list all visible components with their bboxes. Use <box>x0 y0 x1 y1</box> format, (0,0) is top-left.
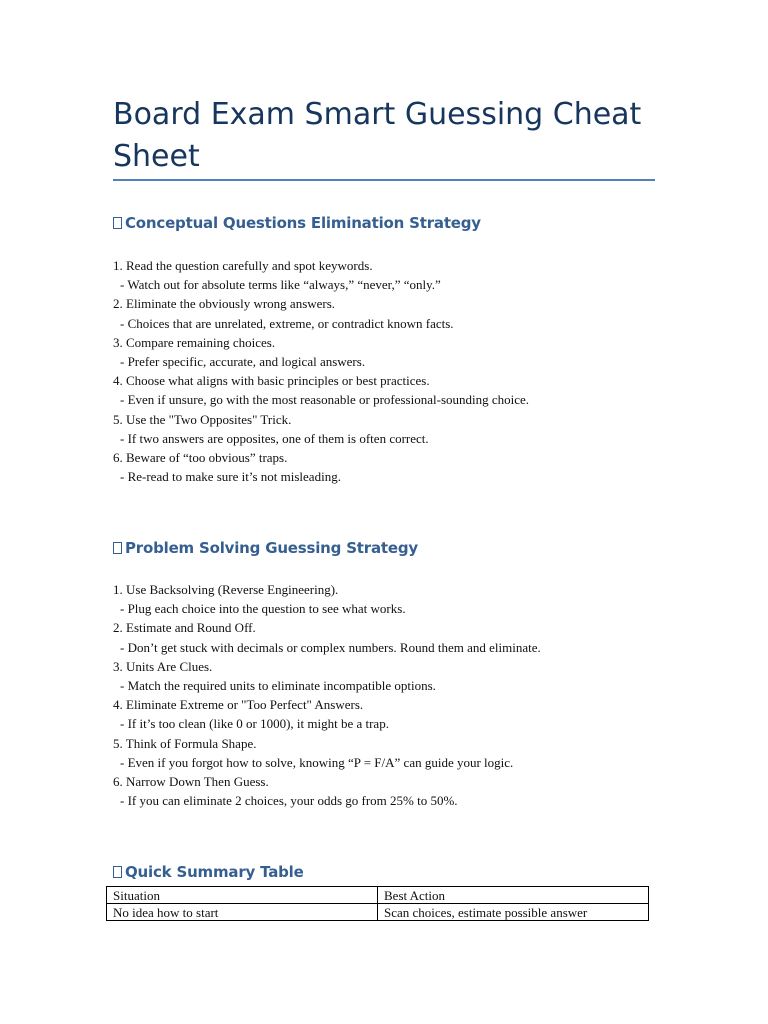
title-divider <box>113 179 655 181</box>
list-item-main: 1. Read the question carefully and spot keywords. <box>113 258 373 273</box>
section-heading-problem-solving <box>113 538 418 558</box>
list-item <box>113 448 529 486</box>
list-item <box>113 772 541 810</box>
list-item-sub: - Plug each choice into the question to see what works. <box>120 601 406 617</box>
list-item-sub: - If two answers are opposites, one of them is often correct. <box>120 430 429 446</box>
table-cell: Scan choices, estimate possible answer <box>378 904 649 921</box>
list-item-sub: - If it’s too clean (like 0 or 1000), it might be a trap. <box>120 716 389 732</box>
conceptual-strategy-list <box>113 256 529 486</box>
section-heading-text: Quick Summary Table <box>125 863 304 881</box>
section-heading-conceptual <box>113 213 481 233</box>
list-item-sub: - Match the required units to eliminate incompatible options. <box>120 678 436 694</box>
table-cell: No idea how to start <box>107 904 378 921</box>
list-item-sub: - Don’t get stuck with decimals or complex numbers. Round them and eliminate. <box>120 639 541 655</box>
list-item-sub: - Even if unsure, go with the most reasonable or professional-sounding choice. <box>120 392 530 408</box>
summary-table <box>106 886 649 921</box>
missing-glyph-icon <box>113 866 122 878</box>
list-item <box>113 410 529 448</box>
section-heading-summary <box>113 862 304 882</box>
missing-glyph-icon <box>113 217 122 229</box>
list-item <box>113 294 529 332</box>
list-item <box>113 618 541 656</box>
missing-glyph-icon <box>113 542 122 554</box>
list-item-main: 4. Eliminate Extreme or "Too Perfect" Answers. <box>113 697 364 713</box>
table-header-cell: Best Action <box>378 887 649 904</box>
list-item <box>113 580 541 618</box>
page-title: Board Exam Smart Guessing Cheat Sheet <box>113 97 642 174</box>
list-item-sub: - Re-read to make sure it’s not misleading. <box>120 469 341 485</box>
list-item-main: 3. Compare remaining choices. <box>113 334 276 350</box>
list-item-main: 3. Units Are Clues. <box>113 658 213 674</box>
list-item <box>113 333 529 371</box>
list-item-main: 6. Narrow Down Then Guess. <box>113 774 269 790</box>
table-header-cell: Situation <box>107 887 378 904</box>
list-item <box>113 371 529 409</box>
table-header-row <box>107 887 649 904</box>
section-heading-text: Conceptual Questions Elimination Strategy <box>125 214 481 232</box>
list-item <box>113 256 529 294</box>
list-item <box>113 657 541 695</box>
list-item-sub: - Even if you forgot how to solve, knowing “P = F/A” can guide your logic. <box>120 754 514 770</box>
list-item-main: 5. Think of Formula Shape. <box>113 735 257 751</box>
table-row <box>107 904 649 921</box>
list-item-main: 5. Use the "Two Opposites" Trick. <box>113 411 292 427</box>
problem-solving-strategy-list <box>113 580 541 810</box>
list-item-main: 6. Beware of “too obvious” traps. <box>113 450 288 466</box>
list-item-main: 4. Choose what aligns with basic principles or best practices. <box>113 373 430 389</box>
list-item-sub: - Prefer specific, accurate, and logical answers. <box>120 354 366 370</box>
list-item <box>113 734 541 772</box>
list-item-sub: - Watch out for absolute terms like “always,” “never,” “only.” <box>120 277 441 293</box>
list-item-sub: - Choices that are unrelated, extreme, or contradict known facts. <box>120 315 454 331</box>
list-item-sub: - If you can eliminate 2 choices, your odds go from 25% to 50%. <box>120 793 458 809</box>
list-item-main: 1. Use Backsolving (Reverse Engineering). <box>113 582 339 597</box>
section-heading-text: Problem Solving Guessing Strategy <box>125 539 418 557</box>
list-item <box>113 695 541 733</box>
list-item-main: 2. Eliminate the obviously wrong answers. <box>113 296 336 312</box>
list-item-main: 2. Estimate and Round Off. <box>113 620 256 636</box>
